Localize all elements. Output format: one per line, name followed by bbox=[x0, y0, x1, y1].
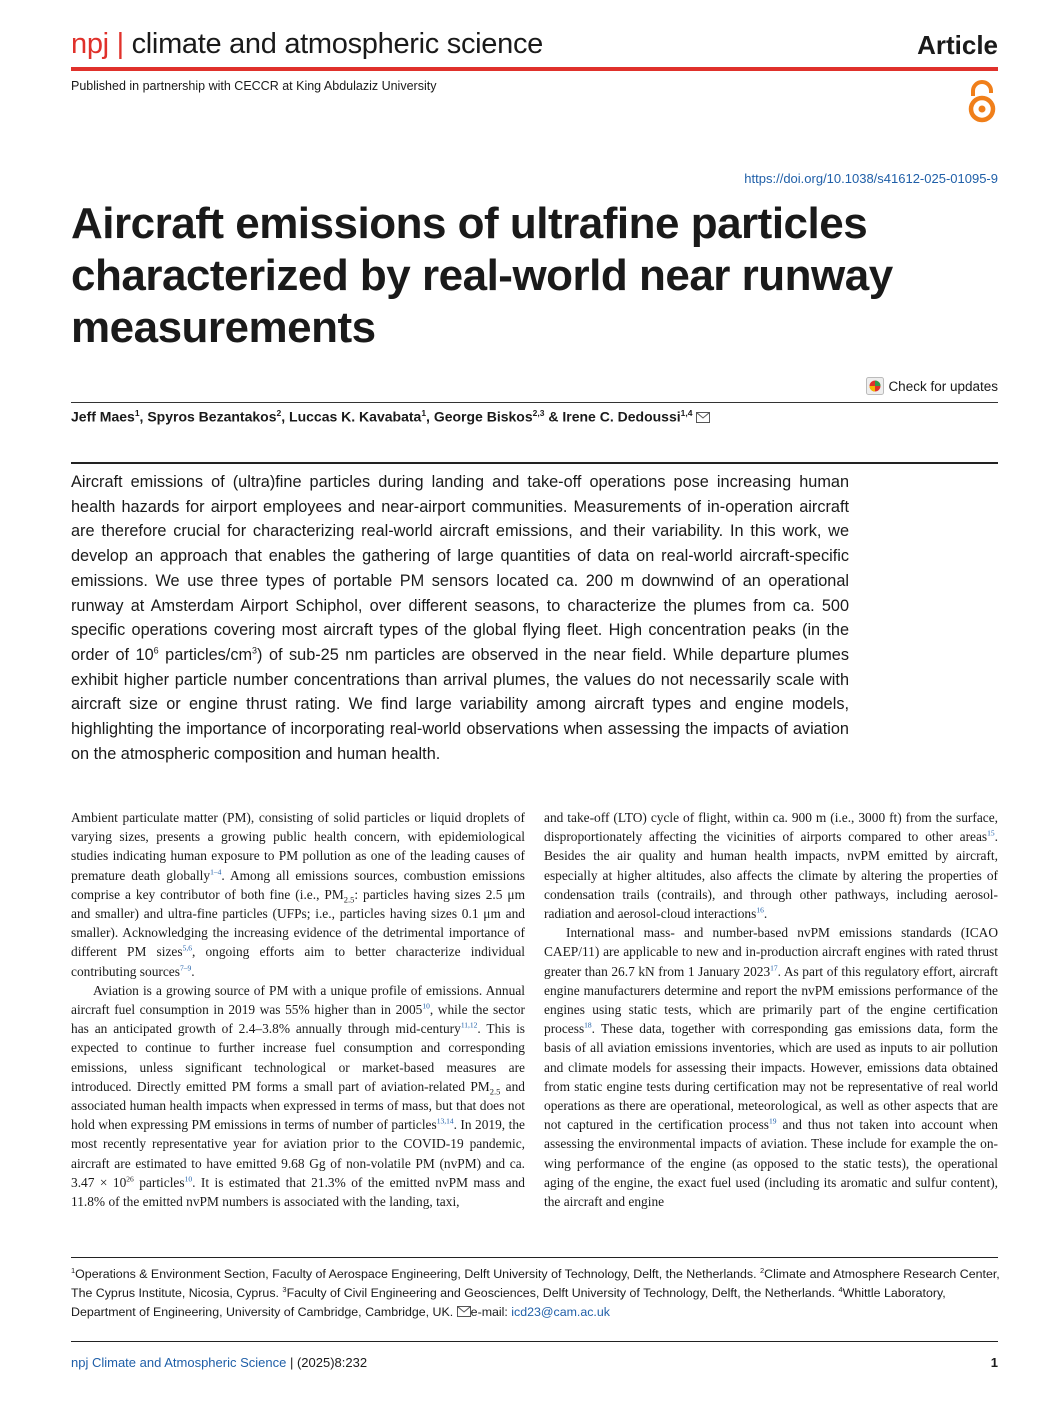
body-text: : particles having sizes 2.5 μm and smaller) and ultra-fine particles (UFPs; i.e., particles having sizes 0.1 μm and smaller). Acknowledging the increasing evidence of the detrimental importance of different PM sizes bbox=[71, 886, 525, 960]
body-text: and thus not taken into account when assessing the environmental impacts of aviation. These include for example the on-wing performance of the engine (as opposed to the static tests), the operational aging of the engine, the exact fuel used (including its aromatic and sulfur content), the aircraft and engine bbox=[544, 1117, 998, 1210]
body-text: . It is estimated that 21.3% of the emitted nvPM mass and 11.8% of the emitted nvPM numbers is associated with the landing, taxi, bbox=[71, 1174, 525, 1210]
subscript: 2.5 bbox=[343, 894, 355, 905]
affiliation-text: Whittle Laboratory, Department of Engineering, University of Cambridge, Cambridge, UK. bbox=[71, 1286, 946, 1320]
page-number: 1 bbox=[990, 1355, 998, 1370]
mail-icon[interactable] bbox=[696, 412, 710, 423]
body-paragraph bbox=[544, 923, 998, 1211]
citation-ref[interactable]: 15 bbox=[987, 828, 995, 838]
citation-ref[interactable]: 10 bbox=[184, 1174, 193, 1184]
partnership-note: Published in partnership with CECCR at King Abdulaziz University bbox=[71, 79, 437, 93]
author-name[interactable]: Luccas K. Kavabata bbox=[289, 408, 422, 425]
citation-ref[interactable]: 5,6 bbox=[182, 943, 192, 953]
footer-volume: (2025)8:232 bbox=[296, 1355, 368, 1370]
body-column-left bbox=[71, 808, 525, 1211]
exponent: 26 bbox=[126, 1174, 134, 1184]
body-text: Aviation is a growing source of PM with a unique profile of emissions. Annual aircraft fuel consumption in 2019 was 55% higher than in 2005 bbox=[71, 982, 525, 1018]
author-list: Jeff Maes$^1$, Spyros Bezantakos$^2$, Luccas K. Kavabata$^1$, George Biskos$^{2,3}$ & Irene C. Dedoussi$^{1,4}$ bbox=[71, 408, 710, 425]
citation-ref[interactable]: 10 bbox=[422, 1001, 430, 1011]
citation-ref[interactable]: 17 bbox=[770, 963, 778, 973]
citation-ref[interactable]: 18 bbox=[584, 1020, 592, 1030]
affiliation-text: Operations & Environment Section, Faculty of Aerospace Engineering, Delft University of Technology, Delft, the Netherlands. bbox=[75, 1267, 760, 1281]
mail-icon bbox=[457, 1306, 471, 1317]
body-text: and take-off (LTO) cycle of flight, within ca. 900 m (i.e., 3000 ft) from the surface, disproportionately affecting the vicinities of airports compared to other areas bbox=[544, 810, 998, 845]
body-text: , while the sector has an anticipated growth of 2.4–3.8% annually through mid-century bbox=[71, 1002, 525, 1037]
journal-name: climate and atmospheric science bbox=[131, 28, 543, 60]
header-divider bbox=[71, 67, 998, 71]
body-text: , ongoing efforts aim to better characterize individual contributing sources bbox=[71, 944, 525, 979]
author-name[interactable]: Irene C. Dedoussi bbox=[562, 408, 681, 425]
affiliation-text: Faculty of Civil Engineering and Geosciences, Delft University of Technology, Delft, the Netherlands. bbox=[286, 1286, 839, 1301]
body-text: . This is expected to continue to further increase fuel consumption and corresponding emissions, unless significant technological or market-based measures are introduced. Directly emitted PM forms a small part of aviation-related PM bbox=[71, 1021, 526, 1094]
citation-ref[interactable]: 13,14 bbox=[436, 1116, 454, 1126]
affiliation-number: 2 bbox=[760, 1265, 765, 1275]
check-updates-icon bbox=[866, 377, 884, 395]
check-updates-label: Check for updates bbox=[888, 378, 998, 394]
abstract bbox=[71, 470, 849, 766]
body-text: . bbox=[763, 906, 768, 922]
body-paragraph bbox=[71, 981, 525, 1211]
footer-journal-link[interactable]: npj Climate and Atmospheric Science bbox=[71, 1355, 287, 1370]
author-name[interactable]: Jeff Maes bbox=[71, 408, 135, 425]
abstract-text: Aircraft emissions of (ultra)fine particles during landing and take-off operations pose increasing human health hazards for airport employees and near-airport communities. Measurements of in-operation aircraft are therefore crucial for characterizing real-world aircraft emissions, and their variability. In this work, we develop an approach that enables the gathering of large quantities of data on real-world aircraft-specific emissions. We use three types of portable PM sensors located ca. 200 m downwind of an operational runway at Amsterdam Airport Schiphol, over different seasons, to characterize the plumes from ca. 500 specific operations covering most aircraft types of the global flying fleet. High concentration peaks (in the order of 10 bbox=[71, 473, 849, 664]
author-affiliation-ref: 2,3 bbox=[532, 408, 545, 418]
citation-ref[interactable]: 11,12 bbox=[460, 1020, 478, 1030]
body-text: . Among all emissions sources, combustion emissions comprise a key contributor of both fine (i.e., PM bbox=[71, 867, 525, 902]
body-paragraph bbox=[544, 808, 998, 923]
subscript: 2.5 bbox=[489, 1086, 501, 1097]
author-affiliation-ref: 2 bbox=[276, 408, 282, 418]
doi-link[interactable]: https://doi.org/10.1038/s41612-025-01095-9 bbox=[744, 171, 998, 186]
abstract-text: particles/cm bbox=[158, 645, 253, 664]
affiliation-number: 3 bbox=[282, 1285, 287, 1295]
journal-header bbox=[71, 28, 543, 61]
body-text: . Besides the air quality and human health impacts, nvPM emitted by aircraft, especially at higher altitudes, also affects the climate by altering the properties of condensation trails (contrails), and through other pathways, including aerosol-radiation and aerosol-cloud interactions bbox=[544, 829, 998, 922]
header-separator: | bbox=[116, 28, 124, 60]
body-text: . As part of this regulatory effort, aircraft engine manufacturers determine and report the nvPM emissions performance of the engines using static tests, which are primarily part of the engine certification process bbox=[544, 963, 998, 1037]
author-name[interactable]: George Biskos bbox=[433, 408, 533, 425]
email-label: e-mail: bbox=[470, 1305, 512, 1320]
abstract-top-divider bbox=[71, 462, 998, 464]
citation-ref[interactable]: 1–4 bbox=[210, 867, 222, 877]
citation-ref[interactable]: 16 bbox=[756, 905, 764, 915]
body-column-right bbox=[544, 808, 998, 1211]
affiliations-divider bbox=[71, 1257, 998, 1258]
citation-ref[interactable]: 19 bbox=[769, 1116, 777, 1126]
body-text: . In 2019, the most recently representative year for aviation prior to the COVID-19 pandemic, aircraft are estimated to have emitted 9.68 Gg of non-volatile PM (nvPM) and ca. 3.47 × 10 bbox=[71, 1117, 525, 1190]
affiliations bbox=[71, 1265, 1001, 1323]
author-affiliation-ref: 1 bbox=[421, 408, 427, 418]
body-text: and associated human health impacts when expressed in terms of mass, but that does not hold when expressing PM emissions in terms of number of particles bbox=[71, 1078, 525, 1133]
footer-separator: | bbox=[286, 1355, 297, 1370]
open-access-icon[interactable] bbox=[965, 80, 999, 124]
abstract-exponent: 3 bbox=[252, 645, 258, 656]
author-affiliation-ref: 1 bbox=[134, 408, 140, 418]
check-for-updates-button[interactable] bbox=[866, 377, 998, 395]
article-title: Aircraft emissions of ultrafine particles characterized by real-world near runway measurements bbox=[71, 199, 893, 352]
body-text: particles bbox=[133, 1174, 185, 1190]
footer-citation bbox=[71, 1355, 367, 1370]
body-text: . These data, together with corresponding gas emissions data, form the basis of all aviation emissions inventories, which are used as inputs to air pollution and climate models for assessing their impacts. However, emissions data obtained from static engine tests during certification may not be representative of real world operations as there are operational, meteorological, as well as other aspects that are not captured in the certification process bbox=[544, 1021, 998, 1133]
body-text: International mass- and number-based nvPM emissions standards (ICAO CAEP/11) are applicable to new and in-production aircraft engines with rated thrust greater than 26.7 kN from 1 January 2023 bbox=[544, 925, 998, 979]
email-link[interactable]: icd23@cam.ac.uk bbox=[511, 1305, 610, 1320]
abstract-text: ) of sub-25 nm particles are observed in the near field. While departure plumes exhibit higher particle number concentrations than arrival plumes, the values do not necessarily scale with aircraft size or engine thrust rating. We find large variability among aircraft types and engine models, highlighting the importance of incorporating real-world observations when assessing the impacts of aviation on the atmospheric composition and human health. bbox=[71, 645, 850, 763]
body-text: . bbox=[191, 963, 195, 979]
author-name[interactable]: Spyros Bezantakos bbox=[147, 408, 277, 425]
authors-top-divider bbox=[71, 402, 998, 403]
footer-divider bbox=[71, 1341, 998, 1342]
affiliation-number: 1 bbox=[71, 1265, 76, 1275]
abstract-exponent: 6 bbox=[153, 645, 159, 656]
article-type: Article bbox=[917, 30, 998, 60]
body-paragraph bbox=[71, 808, 525, 981]
affiliation-number: 4 bbox=[838, 1285, 843, 1295]
journal-brand: npj bbox=[71, 28, 109, 60]
body-text: Ambient particulate matter (PM), consisting of solid particles or liquid droplets of varying sizes, presents a growing public health concern, with epidemiological studies indicating human exposure to PM pollution as one of the leading causes of premature death globally bbox=[71, 810, 525, 883]
author-affiliation-ref: 1,4 bbox=[680, 408, 693, 418]
affiliation-text: Climate and Atmosphere Research Center, The Cyprus Institute, Nicosia, Cyprus. bbox=[71, 1267, 1000, 1301]
citation-ref[interactable]: 7–9 bbox=[179, 963, 192, 973]
